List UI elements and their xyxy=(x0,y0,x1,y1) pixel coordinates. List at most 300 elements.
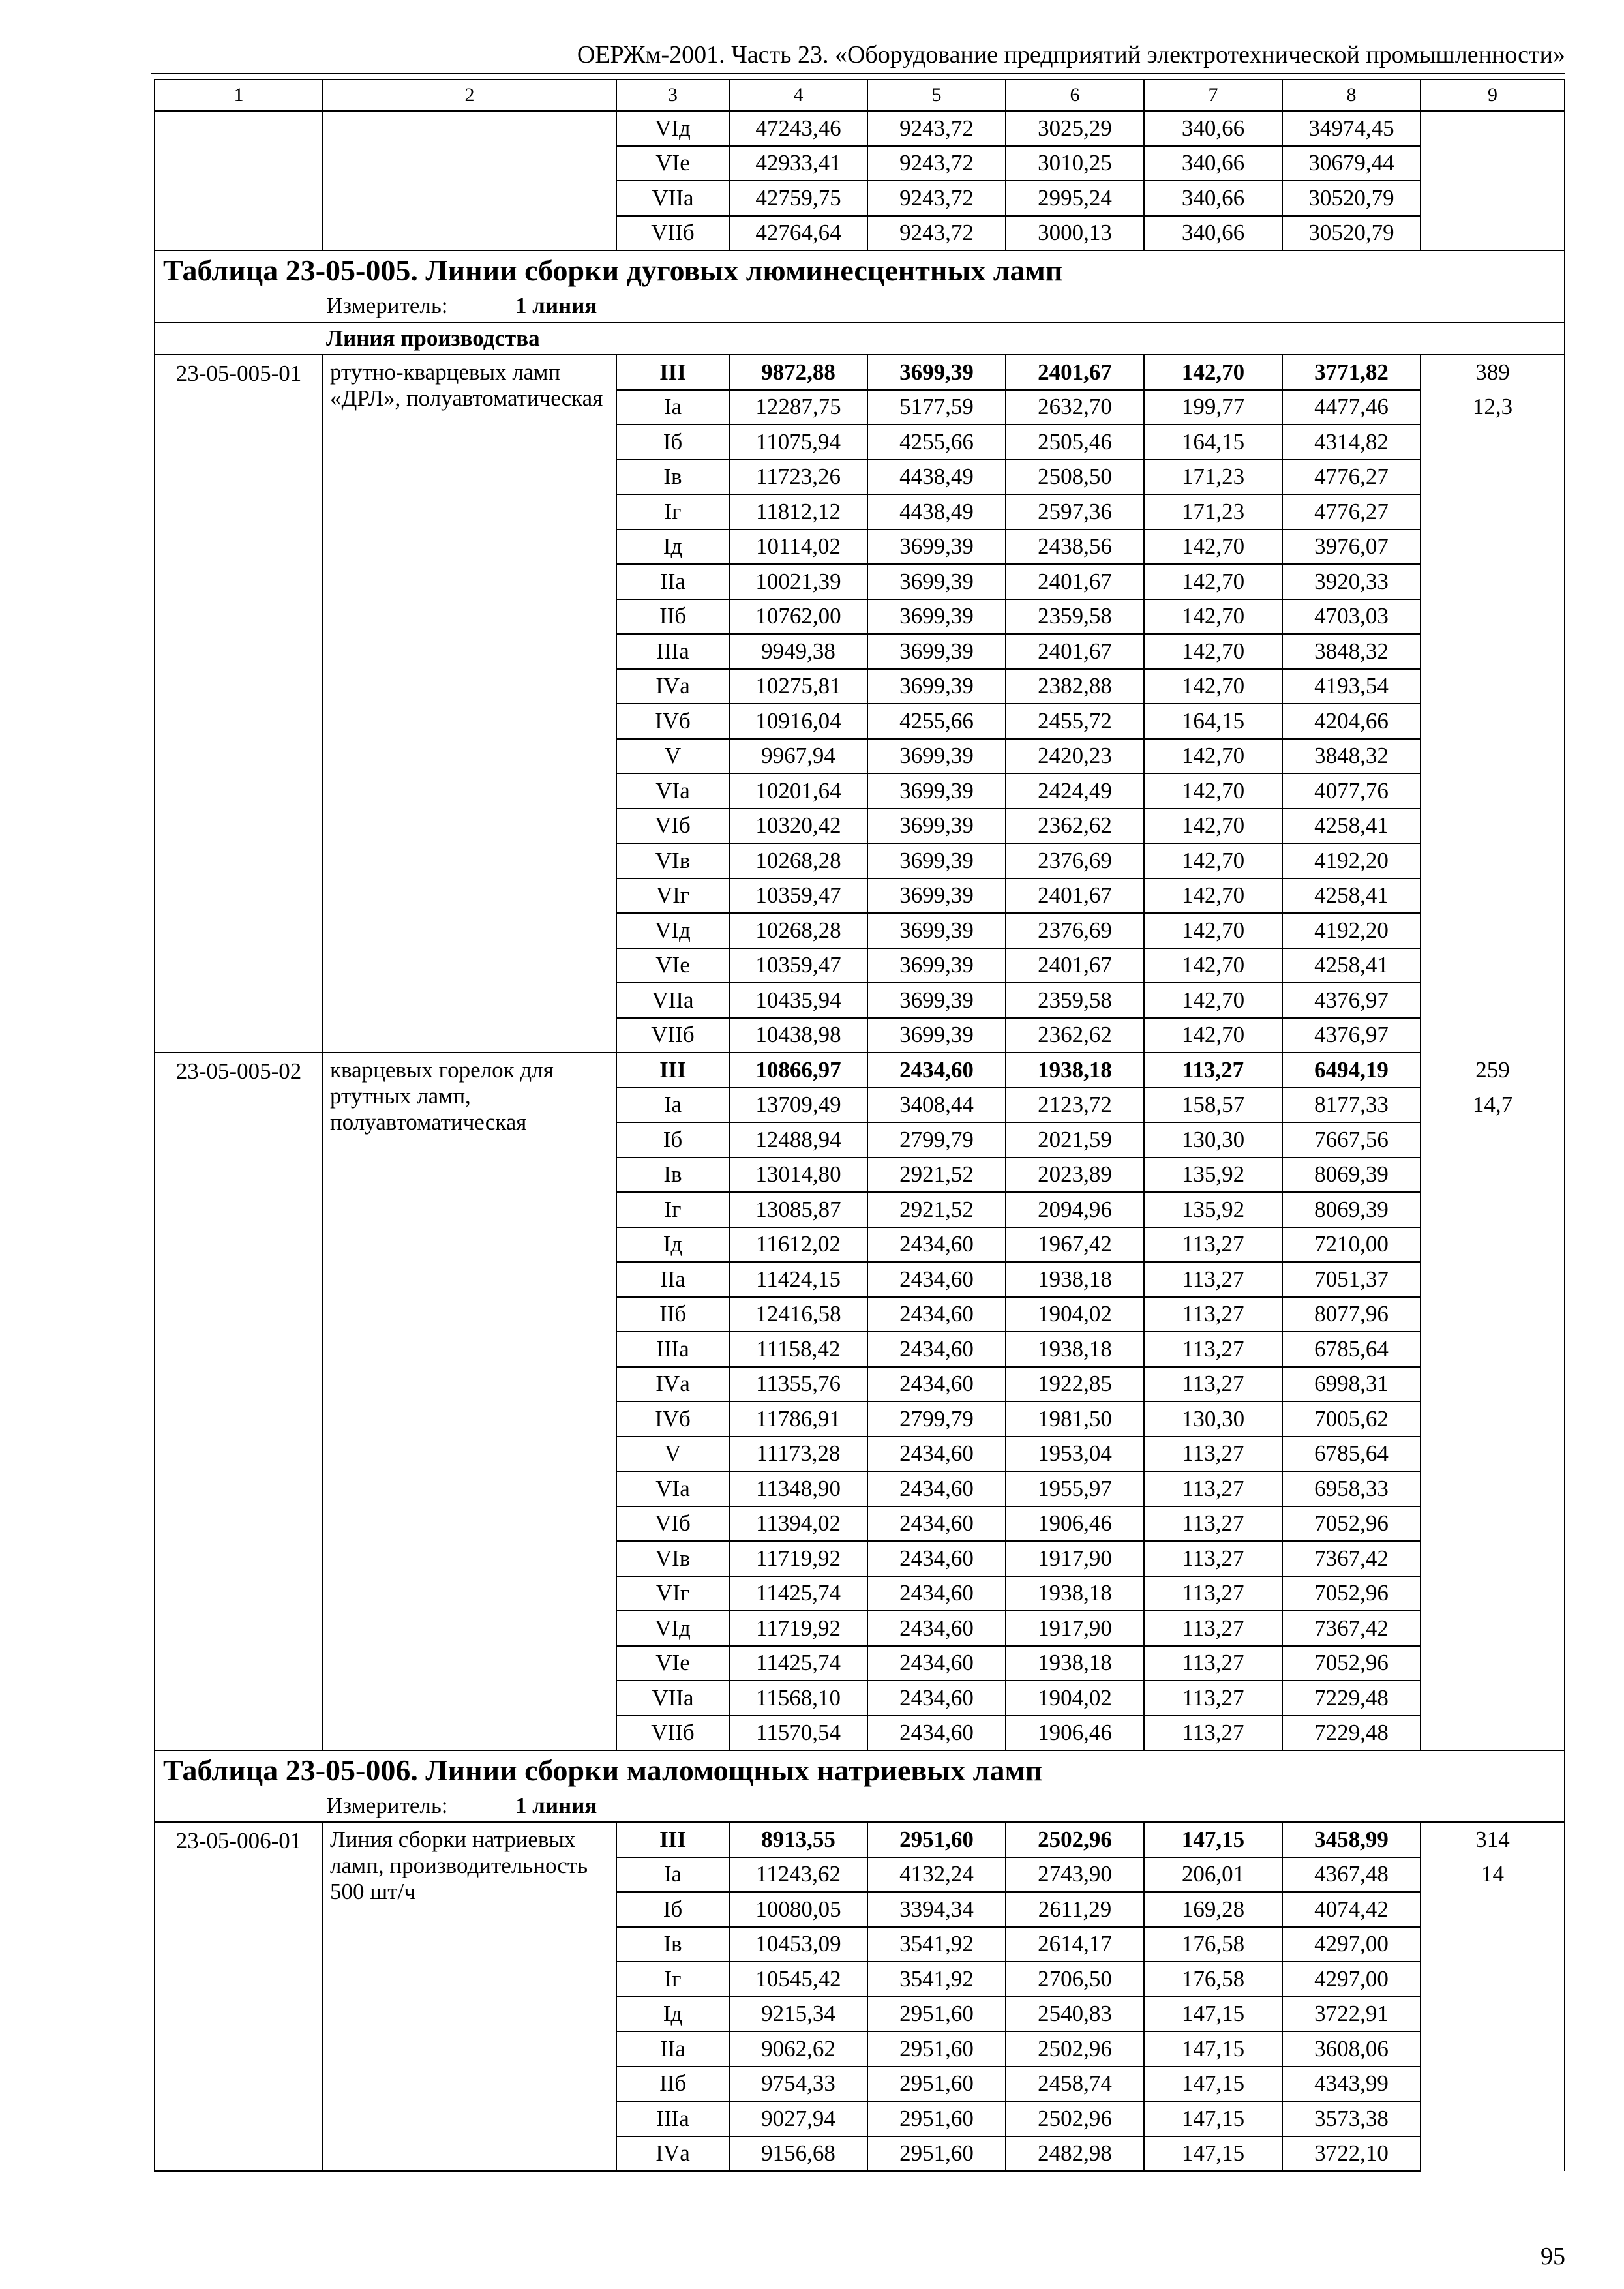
labor-cost: 259 xyxy=(1421,1053,1565,1088)
cost-total: 12287,75 xyxy=(729,390,867,425)
cost-total: 10268,28 xyxy=(729,913,867,948)
cost-materials: 7229,48 xyxy=(1282,1681,1421,1716)
zone-index: IVб xyxy=(616,704,729,739)
cost-total: 47243,46 xyxy=(729,111,867,146)
cost-materials: 7367,42 xyxy=(1282,1541,1421,1576)
cost-machines: 2094,96 xyxy=(1006,1192,1144,1227)
labor-cost: 389 xyxy=(1421,355,1565,390)
rate-code: 23-05-005-01 xyxy=(155,355,323,1053)
cost-machinist-wages: 169,28 xyxy=(1144,1892,1282,1927)
rate-code: 23-05-006-01 xyxy=(155,1822,323,2171)
cost-total: 13709,49 xyxy=(729,1088,867,1123)
cost-materials: 4258,41 xyxy=(1282,878,1421,914)
table-row xyxy=(155,355,1565,390)
cost-total: 9156,68 xyxy=(729,2136,867,2172)
cost-machinist-wages: 113,27 xyxy=(1144,1506,1282,1542)
cost-materials: 30520,79 xyxy=(1282,181,1421,216)
cost-machinist-wages: 113,27 xyxy=(1144,1262,1282,1297)
cost-materials: 3920,33 xyxy=(1282,564,1421,599)
cost-materials: 7052,96 xyxy=(1282,1576,1421,1611)
zone-index: VIIб xyxy=(616,1716,729,1751)
cost-machinist-wages: 113,27 xyxy=(1144,1611,1282,1646)
empty-col9-cell xyxy=(1421,1122,1565,1750)
cost-machinist-wages: 113,27 xyxy=(1144,1367,1282,1402)
cost-machines: 2401,67 xyxy=(1006,564,1144,599)
zone-index: VIв xyxy=(616,1541,729,1576)
cost-total: 9215,34 xyxy=(729,1997,867,2032)
cost-machines: 2359,58 xyxy=(1006,599,1144,635)
measurer-row xyxy=(155,1790,1565,1822)
zone-index: Iа xyxy=(616,1088,729,1123)
cost-wages: 3699,39 xyxy=(867,599,1006,635)
cost-total: 11719,92 xyxy=(729,1541,867,1576)
cost-wages: 4438,49 xyxy=(867,460,1006,495)
cost-machines: 3000,13 xyxy=(1006,216,1144,251)
cost-total: 11394,02 xyxy=(729,1506,867,1542)
cost-materials: 4343,99 xyxy=(1282,2067,1421,2102)
cost-machinist-wages: 147,15 xyxy=(1144,1822,1282,1857)
cost-wages: 4255,66 xyxy=(867,704,1006,739)
cost-wages: 2434,60 xyxy=(867,1646,1006,1681)
zone-index: IIIа xyxy=(616,1332,729,1367)
cost-wages: 9243,72 xyxy=(867,146,1006,181)
cost-materials: 3848,32 xyxy=(1282,634,1421,669)
cost-machinist-wages: 142,70 xyxy=(1144,355,1282,390)
cost-wages: 2921,52 xyxy=(867,1158,1006,1193)
cost-total: 10021,39 xyxy=(729,564,867,599)
cost-machines: 2611,29 xyxy=(1006,1892,1144,1927)
cost-machines: 2540,83 xyxy=(1006,1997,1144,2032)
zone-index: V xyxy=(616,1437,729,1472)
cost-machinist-wages: 135,92 xyxy=(1144,1158,1282,1193)
zone-index: Iв xyxy=(616,1158,729,1193)
cost-machines: 2401,67 xyxy=(1006,948,1144,983)
cost-materials: 4258,41 xyxy=(1282,809,1421,844)
cost-machinist-wages: 142,70 xyxy=(1144,948,1282,983)
cost-machines: 2508,50 xyxy=(1006,460,1144,495)
empty-col9-cell xyxy=(1421,425,1565,1053)
cost-materials: 34974,45 xyxy=(1282,111,1421,146)
cost-materials: 7052,96 xyxy=(1282,1506,1421,1542)
cost-machines: 1906,46 xyxy=(1006,1716,1144,1751)
cost-machines: 1938,18 xyxy=(1006,1262,1144,1297)
zone-index: VIа xyxy=(616,773,729,809)
cost-total: 9027,94 xyxy=(729,2101,867,2136)
cost-machinist-wages: 113,27 xyxy=(1144,1297,1282,1332)
cost-machinist-wages: 142,70 xyxy=(1144,530,1282,565)
cost-wages: 3699,39 xyxy=(867,809,1006,844)
zone-index: IIа xyxy=(616,2031,729,2067)
cost-materials: 6998,31 xyxy=(1282,1367,1421,1402)
zone-index: V xyxy=(616,739,729,774)
cost-wages: 3699,39 xyxy=(867,773,1006,809)
cost-machines: 2021,59 xyxy=(1006,1122,1144,1158)
cost-machines: 2376,69 xyxy=(1006,843,1144,878)
cost-materials: 7367,42 xyxy=(1282,1611,1421,1646)
cost-machinist-wages: 171,23 xyxy=(1144,494,1282,530)
cost-machinist-wages: 158,57 xyxy=(1144,1088,1282,1123)
cost-materials: 4193,54 xyxy=(1282,669,1421,704)
zone-index: VIIб xyxy=(616,216,729,251)
cost-materials: 4314,82 xyxy=(1282,425,1421,460)
column-number: 2 xyxy=(323,80,616,111)
cost-total: 9949,38 xyxy=(729,634,867,669)
zone-index: VIб xyxy=(616,1506,729,1542)
cost-wages: 2434,60 xyxy=(867,1506,1006,1542)
cost-machinist-wages: 142,70 xyxy=(1144,773,1282,809)
labor-cost: 314 xyxy=(1421,1822,1565,1857)
cost-materials: 6785,64 xyxy=(1282,1437,1421,1472)
cost-materials: 7229,48 xyxy=(1282,1716,1421,1751)
cost-wages: 3699,39 xyxy=(867,669,1006,704)
cost-materials: 8069,39 xyxy=(1282,1158,1421,1193)
cost-machines: 1904,02 xyxy=(1006,1681,1144,1716)
table-row xyxy=(155,111,1565,146)
cost-wages: 2434,60 xyxy=(867,1716,1006,1751)
zone-index: Iа xyxy=(616,1857,729,1893)
cost-machines: 2706,50 xyxy=(1006,1962,1144,1997)
cost-machinist-wages: 176,58 xyxy=(1144,1927,1282,1962)
cost-wages: 2951,60 xyxy=(867,2136,1006,2172)
cost-machinist-wages: 142,70 xyxy=(1144,913,1282,948)
cost-total: 10866,97 xyxy=(729,1053,867,1088)
cost-machinist-wages: 142,70 xyxy=(1144,739,1282,774)
measurer-line xyxy=(155,290,1565,322)
rates-table xyxy=(154,79,1565,2172)
zone-index: IIIа xyxy=(616,634,729,669)
cost-materials: 3848,32 xyxy=(1282,739,1421,774)
cost-machines: 2632,70 xyxy=(1006,390,1144,425)
cost-machines: 1938,18 xyxy=(1006,1332,1144,1367)
zone-index: VIIб xyxy=(616,1018,729,1053)
labor-hours: 14 xyxy=(1421,1857,1565,1893)
zone-index: IIб xyxy=(616,2067,729,2102)
cost-machinist-wages: 135,92 xyxy=(1144,1192,1282,1227)
zone-index: VIг xyxy=(616,878,729,914)
cost-machinist-wages: 147,15 xyxy=(1144,2101,1282,2136)
cost-machines: 3025,29 xyxy=(1006,111,1144,146)
cost-total: 10080,05 xyxy=(729,1892,867,1927)
cost-machines: 1938,18 xyxy=(1006,1053,1144,1088)
cost-machines: 1981,50 xyxy=(1006,1401,1144,1437)
cost-total: 13014,80 xyxy=(729,1158,867,1193)
cost-machines: 2401,67 xyxy=(1006,878,1144,914)
cost-materials: 4192,20 xyxy=(1282,913,1421,948)
cost-machines: 2995,24 xyxy=(1006,181,1144,216)
empty-col9-cell xyxy=(1421,111,1565,250)
cost-machines: 1917,90 xyxy=(1006,1541,1144,1576)
zone-index: VIа xyxy=(616,1471,729,1506)
table-title-row xyxy=(155,250,1565,290)
cost-materials: 4192,20 xyxy=(1282,843,1421,878)
cost-machines: 1938,18 xyxy=(1006,1646,1144,1681)
cost-wages: 9243,72 xyxy=(867,216,1006,251)
cost-wages: 3699,39 xyxy=(867,1018,1006,1053)
cost-wages: 2434,60 xyxy=(867,1262,1006,1297)
zone-index: Iд xyxy=(616,1997,729,2032)
column-number-row xyxy=(155,80,1565,111)
column-number: 9 xyxy=(1421,80,1565,111)
cost-machinist-wages: 340,66 xyxy=(1144,146,1282,181)
zone-index: Iд xyxy=(616,1227,729,1263)
cost-materials: 7052,96 xyxy=(1282,1646,1421,1681)
zone-index: Iб xyxy=(616,1892,729,1927)
cost-machines: 1906,46 xyxy=(1006,1506,1144,1542)
subheading-row xyxy=(155,322,1565,355)
cost-machinist-wages: 130,30 xyxy=(1144,1122,1282,1158)
cost-wages: 5177,59 xyxy=(867,390,1006,425)
cost-materials: 4258,41 xyxy=(1282,948,1421,983)
cost-wages: 2434,60 xyxy=(867,1437,1006,1472)
measurer-label: Измеритель: xyxy=(326,1793,448,1818)
cost-machinist-wages: 164,15 xyxy=(1144,425,1282,460)
cost-machines: 2438,56 xyxy=(1006,530,1144,565)
cost-machinist-wages: 142,70 xyxy=(1144,669,1282,704)
cost-machines: 2502,96 xyxy=(1006,2031,1144,2067)
cost-total: 11723,26 xyxy=(729,460,867,495)
measurer-line xyxy=(155,1790,1565,1822)
zone-index: Iа xyxy=(616,390,729,425)
cost-total: 10438,98 xyxy=(729,1018,867,1053)
table-title-row xyxy=(155,1750,1565,1790)
cost-materials: 30520,79 xyxy=(1282,216,1421,251)
cost-total: 11719,92 xyxy=(729,1611,867,1646)
running-header: ОЕРЖм-2001. Часть 23. «Оборудование предприятий электротехнической промышленности» xyxy=(577,41,1565,68)
cost-total: 13085,87 xyxy=(729,1192,867,1227)
cost-machines: 1922,85 xyxy=(1006,1367,1144,1402)
cost-materials: 4376,97 xyxy=(1282,1018,1421,1053)
cost-materials: 4297,00 xyxy=(1282,1927,1421,1962)
labor-hours: 14,7 xyxy=(1421,1088,1565,1123)
cost-total: 11355,76 xyxy=(729,1367,867,1402)
labor-hours: 12,3 xyxy=(1421,390,1565,425)
cost-materials: 7667,56 xyxy=(1282,1122,1421,1158)
cost-materials: 3722,91 xyxy=(1282,1997,1421,2032)
cost-total: 11243,62 xyxy=(729,1857,867,1893)
cost-machinist-wages: 142,70 xyxy=(1144,983,1282,1018)
cost-materials: 3573,38 xyxy=(1282,2101,1421,2136)
measurer-label: Измеритель: xyxy=(326,293,448,318)
cost-materials: 4077,76 xyxy=(1282,773,1421,809)
zone-index: VIд xyxy=(616,913,729,948)
cost-materials: 8069,39 xyxy=(1282,1192,1421,1227)
cost-machines: 2614,17 xyxy=(1006,1927,1144,1962)
cost-machinist-wages: 340,66 xyxy=(1144,216,1282,251)
cost-machines: 2597,36 xyxy=(1006,494,1144,530)
cost-total: 10762,00 xyxy=(729,599,867,635)
cost-total: 11348,90 xyxy=(729,1471,867,1506)
column-number: 5 xyxy=(867,80,1006,111)
zone-index: VIIа xyxy=(616,1681,729,1716)
zone-index: IVб xyxy=(616,1401,729,1437)
cost-machines: 1953,04 xyxy=(1006,1437,1144,1472)
cost-materials: 3608,06 xyxy=(1282,2031,1421,2067)
cost-machines: 2359,58 xyxy=(1006,983,1144,1018)
cost-machinist-wages: 147,15 xyxy=(1144,2031,1282,2067)
cost-machines: 2743,90 xyxy=(1006,1857,1144,1893)
cost-materials: 30679,44 xyxy=(1282,146,1421,181)
zone-index: III xyxy=(616,1053,729,1088)
cost-total: 11612,02 xyxy=(729,1227,867,1263)
cost-machines: 2362,62 xyxy=(1006,809,1144,844)
cost-materials: 4074,42 xyxy=(1282,1892,1421,1927)
cost-machinist-wages: 142,70 xyxy=(1144,599,1282,635)
cost-materials: 4776,27 xyxy=(1282,460,1421,495)
cost-wages: 2434,60 xyxy=(867,1576,1006,1611)
cost-machines: 2401,67 xyxy=(1006,634,1144,669)
cost-materials: 4776,27 xyxy=(1282,494,1421,530)
cost-materials: 4297,00 xyxy=(1282,1962,1421,1997)
zone-index: Iб xyxy=(616,425,729,460)
zone-index: IIб xyxy=(616,1297,729,1332)
empty-col9-cell xyxy=(1421,1892,1565,2171)
cost-machines: 2023,89 xyxy=(1006,1158,1144,1193)
measurer-row xyxy=(155,290,1565,322)
zone-index: VIе xyxy=(616,146,729,181)
cost-wages: 3699,39 xyxy=(867,913,1006,948)
cost-wages: 2951,60 xyxy=(867,2067,1006,2102)
zone-index: IIб xyxy=(616,599,729,635)
cost-machines: 2420,23 xyxy=(1006,739,1144,774)
cost-machinist-wages: 113,27 xyxy=(1144,1646,1282,1681)
table-title: Таблица 23-05-006. Линии сборки маломощных натриевых ламп xyxy=(155,1750,1565,1790)
cost-wages: 3699,39 xyxy=(867,878,1006,914)
zone-index: III xyxy=(616,355,729,390)
zone-index: VIIа xyxy=(616,181,729,216)
cost-total: 11425,74 xyxy=(729,1646,867,1681)
column-number: 1 xyxy=(155,80,323,111)
cost-wages: 3699,39 xyxy=(867,355,1006,390)
cost-total: 12416,58 xyxy=(729,1297,867,1332)
subheading: Линия производства xyxy=(155,322,1565,355)
cost-machinist-wages: 113,27 xyxy=(1144,1576,1282,1611)
zone-index: VIг xyxy=(616,1576,729,1611)
cost-total: 10435,94 xyxy=(729,983,867,1018)
cost-wages: 9243,72 xyxy=(867,181,1006,216)
zone-index: VIIа xyxy=(616,983,729,1018)
cost-total: 8913,55 xyxy=(729,1822,867,1857)
cost-machines: 2424,49 xyxy=(1006,773,1144,809)
cost-machinist-wages: 147,15 xyxy=(1144,2136,1282,2172)
cost-machinist-wages: 113,27 xyxy=(1144,1716,1282,1751)
cost-machinist-wages: 340,66 xyxy=(1144,111,1282,146)
cost-materials: 4204,66 xyxy=(1282,704,1421,739)
column-number: 8 xyxy=(1282,80,1421,111)
cost-machines: 2502,96 xyxy=(1006,1822,1144,1857)
cost-materials: 7051,37 xyxy=(1282,1262,1421,1297)
cost-machines: 3010,25 xyxy=(1006,146,1144,181)
cost-machines: 2482,98 xyxy=(1006,2136,1144,2172)
cost-total: 10916,04 xyxy=(729,704,867,739)
cost-machinist-wages: 142,70 xyxy=(1144,878,1282,914)
rate-code: 23-05-005-02 xyxy=(155,1053,323,1750)
zone-index: Iг xyxy=(616,1962,729,1997)
cost-total: 9062,62 xyxy=(729,2031,867,2067)
cost-wages: 3699,39 xyxy=(867,843,1006,878)
zone-index: IVа xyxy=(616,669,729,704)
cost-wages: 4438,49 xyxy=(867,494,1006,530)
rate-description: Линия сборки натриевых ламп, производительность 500 шт/ч xyxy=(323,1822,616,2171)
cost-wages: 2951,60 xyxy=(867,1997,1006,2032)
cost-materials: 8177,33 xyxy=(1282,1088,1421,1123)
column-number: 3 xyxy=(616,80,729,111)
cost-total: 42764,64 xyxy=(729,216,867,251)
cost-wages: 3699,39 xyxy=(867,564,1006,599)
cost-materials: 6494,19 xyxy=(1282,1053,1421,1088)
cost-machinist-wages: 113,27 xyxy=(1144,1681,1282,1716)
cost-machinist-wages: 142,70 xyxy=(1144,1018,1282,1053)
cost-materials: 6785,64 xyxy=(1282,1332,1421,1367)
cost-materials: 4367,48 xyxy=(1282,1857,1421,1893)
cost-machines: 2458,74 xyxy=(1006,2067,1144,2102)
cost-materials: 3458,99 xyxy=(1282,1822,1421,1857)
zone-index: Iб xyxy=(616,1122,729,1158)
cost-wages: 2951,60 xyxy=(867,2101,1006,2136)
cost-wages: 3699,39 xyxy=(867,530,1006,565)
cost-total: 10359,47 xyxy=(729,878,867,914)
empty-description-cell xyxy=(323,111,616,250)
zone-index: Iв xyxy=(616,1927,729,1962)
cost-wages: 3408,44 xyxy=(867,1088,1006,1123)
cost-machines: 1904,02 xyxy=(1006,1297,1144,1332)
cost-total: 11173,28 xyxy=(729,1437,867,1472)
cost-machinist-wages: 113,27 xyxy=(1144,1541,1282,1576)
cost-machines: 1955,97 xyxy=(1006,1471,1144,1506)
cost-wages: 9243,72 xyxy=(867,111,1006,146)
cost-total: 9754,33 xyxy=(729,2067,867,2102)
column-number: 6 xyxy=(1006,80,1144,111)
cost-total: 11812,12 xyxy=(729,494,867,530)
zone-index: IIа xyxy=(616,1262,729,1297)
cost-machinist-wages: 113,27 xyxy=(1144,1227,1282,1263)
cost-wages: 4132,24 xyxy=(867,1857,1006,1893)
cost-wages: 3699,39 xyxy=(867,739,1006,774)
cost-total: 10114,02 xyxy=(729,530,867,565)
cost-materials: 3722,10 xyxy=(1282,2136,1421,2172)
cost-wages: 4255,66 xyxy=(867,425,1006,460)
cost-total: 10453,09 xyxy=(729,1927,867,1962)
zone-index: IVа xyxy=(616,2136,729,2172)
cost-machinist-wages: 142,70 xyxy=(1144,634,1282,669)
cost-total: 11424,15 xyxy=(729,1262,867,1297)
cost-total: 11075,94 xyxy=(729,425,867,460)
cost-materials: 4703,03 xyxy=(1282,599,1421,635)
cost-wages: 3541,92 xyxy=(867,1962,1006,1997)
zone-index: IIIа xyxy=(616,2101,729,2136)
cost-total: 11425,74 xyxy=(729,1576,867,1611)
cost-machinist-wages: 113,27 xyxy=(1144,1332,1282,1367)
cost-materials: 7210,00 xyxy=(1282,1227,1421,1263)
cost-total: 10320,42 xyxy=(729,809,867,844)
cost-machinist-wages: 340,66 xyxy=(1144,181,1282,216)
cost-wages: 2434,60 xyxy=(867,1227,1006,1263)
table-title: Таблица 23-05-005. Линии сборки дуговых люминесцентных ламп xyxy=(155,250,1565,290)
cost-machinist-wages: 164,15 xyxy=(1144,704,1282,739)
cost-wages: 3394,34 xyxy=(867,1892,1006,1927)
column-number: 7 xyxy=(1144,80,1282,111)
cost-wages: 2434,60 xyxy=(867,1053,1006,1088)
cost-wages: 2434,60 xyxy=(867,1332,1006,1367)
cost-wages: 2921,52 xyxy=(867,1192,1006,1227)
cost-total: 9967,94 xyxy=(729,739,867,774)
empty-code-cell xyxy=(155,111,323,250)
cost-materials: 6958,33 xyxy=(1282,1471,1421,1506)
column-number: 4 xyxy=(729,80,867,111)
cost-total: 10275,81 xyxy=(729,669,867,704)
cost-total: 12488,94 xyxy=(729,1122,867,1158)
zone-index: VIд xyxy=(616,111,729,146)
rate-description: кварцевых горелок для ртутных ламп, полуавтоматическая xyxy=(323,1053,616,1750)
